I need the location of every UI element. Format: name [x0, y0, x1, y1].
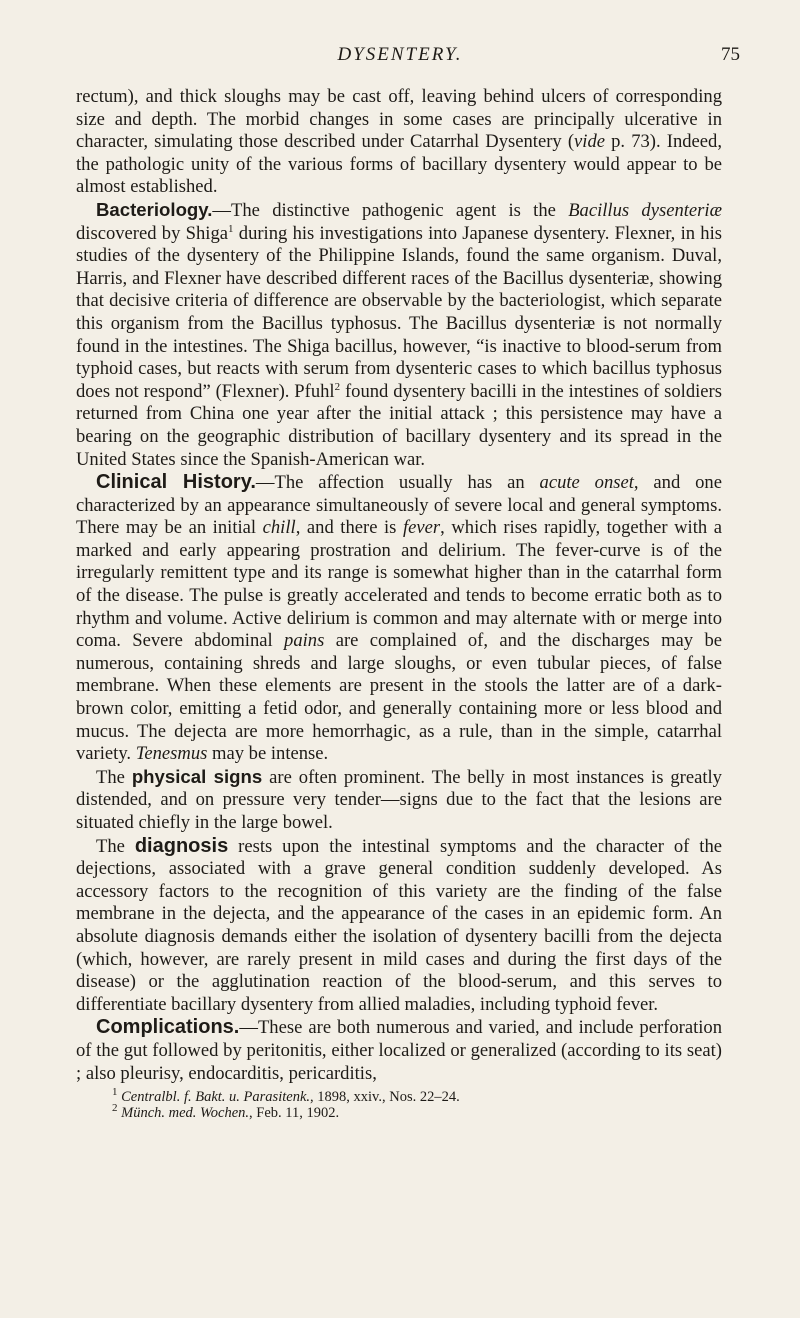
section-heading: Bacteriology. — [96, 198, 213, 220]
footnote-marker: 1 — [228, 222, 234, 235]
text-run: , which rises rapidly, together with a marked and early appearing prostration and delirium. The fever-curve is of the irregularly remittent type and its range is somewhat higher than in the catarrhal form of the disease. The pulse is greatly accelerated and tends to become erratic both as to rhythm and volume. Active delirium is common and may alternate with or merge into coma. Severe abdominal — [76, 517, 722, 652]
text-run: —The affection usually has an — [255, 472, 540, 494]
text-run: may be intense. — [207, 743, 329, 765]
text-run: , and there is — [295, 517, 403, 539]
section-heading: Complications. — [96, 1016, 240, 1039]
footnote-1 — [76, 1086, 722, 1106]
footnote-marker: 2 — [334, 380, 341, 393]
text-run: —The distinctive pathogenic agent is the — [212, 199, 569, 221]
text-run: during his investigations into Japanese dysentery. Flexner, in his studies of the dysentery of the Philippine Islands, found the same organism. Duval, Harris, and Flexner have described different races of the Bacillus dysenteriæ, showing that decisive criteria of difference are observable by the bacteriologist, which separate this organism from the Bacillus typhosus. The Bacillus dysenteriæ is not normally found in the intestines. The Shiga bacillus, however, “is inactive to blood-serum from typhoid cases, but reacts with serum from dysenteric cases to which bacillus typhosus does not respond” (Flexner). Pfuhl — [76, 222, 722, 402]
italic-text: chill — [262, 517, 296, 539]
page-body — [76, 86, 722, 1121]
italic-text: Münch. med. Wochen. — [121, 1105, 250, 1122]
paragraph-physical-signs — [76, 766, 722, 835]
footnote-marker: 2 — [112, 1102, 118, 1115]
text-run: The — [96, 835, 135, 857]
text-run: , 1898, xxiv., Nos. 22–24. — [310, 1089, 460, 1106]
paragraph-continuation — [76, 86, 722, 199]
section-heading: physical signs — [131, 765, 263, 787]
paragraph-bacteriology — [76, 199, 722, 471]
running-header — [60, 44, 740, 70]
page-number: 75 — [721, 44, 740, 65]
text-run: , and one characterized by an appearance simultaneously of severe local and general symptoms. There may be an initial — [76, 472, 722, 539]
text-run: are complained of, and the discharges may be numerous, containing shreds and large sloughs, or even tubular pieces, of false membrane. When these elements are present in the stools the latter are of a dark-brown color, emitting a fetid odor, and generally containing more or less blood and mucus. The dejecta are more hemorrhagic, as a rule, than in the simple, catarrhal variety. — [76, 630, 722, 765]
running-title: DYSENTERY. — [337, 44, 463, 65]
text-run: discovered by Shiga — [76, 222, 229, 244]
section-heading: diagnosis — [134, 834, 229, 857]
text-run: rests upon the intestinal symptoms and the character of the dejections, associated with a grave general condition suddenly developed. As accessory factors to the recognition of this variety are the finding of the false membrane in the dejecta, and the appearance of the cases in an epidemic form. An absolute diagnosis demands either the isolation of dysentery bacilli from the dejecta (which, however, are rarely present in mild cases and during the first days of the disease) or the agglutination reaction of the blood-serum, and this serves to differentiate bacillary dysentery from allied maladies, including typhoid fever. — [76, 835, 722, 1015]
italic-text: vide — [574, 131, 605, 153]
paragraph-complications — [76, 1016, 722, 1085]
text-run: The — [96, 766, 132, 788]
paragraph-diagnosis — [76, 835, 722, 1017]
paragraph-clinical-history — [76, 471, 722, 766]
italic-text: Centralbl. f. Bakt. u. Parasitenk. — [121, 1089, 311, 1106]
italic-text: fever — [402, 517, 441, 539]
footnotes — [76, 1086, 722, 1122]
text-run: rectum), and thick sloughs may be cast off, leaving behind ulcers of corresponding size and depth. The morbid changes in some cases are principally ulcerative in character, simulating those described under Catarrhal Dysentery ( — [76, 86, 722, 153]
text-run: are often prominent. The belly in most instances is greatly distended, and on pressure very tender—signs due to the fact that the lesions are situated chiefly in the large bowel. — [76, 766, 722, 833]
footnote-marker: 1 — [112, 1086, 118, 1099]
text-run: , Feb. 11, 1902. — [249, 1105, 340, 1122]
italic-text: acute onset — [539, 472, 634, 494]
italic-text: Bacillus dysenteriæ — [568, 199, 722, 221]
section-heading: Clinical History. — [96, 471, 256, 494]
text-run: found dysentery bacilli in the intestines of soldiers returned from China one year after the initial attack ; this persistence may have a bearing on the geographic distribution of bacillary dysentery and its spread in the United States since the Spanish-American war. — [76, 380, 722, 470]
footnote-2 — [76, 1102, 722, 1122]
text-run: p. 73). Indeed, the pathologic unity of the various forms of bacillary dysentery would appear to be almost established. — [76, 131, 723, 198]
italic-text: pains — [284, 630, 325, 652]
text-run: —These are both numerous and varied, and include perforation of the gut followed by peritonitis, either localized or generalized (according to its seat) ; also pleurisy, endocarditis, pericarditis, — [76, 1017, 722, 1084]
italic-text: Tenesmus — [135, 743, 208, 765]
